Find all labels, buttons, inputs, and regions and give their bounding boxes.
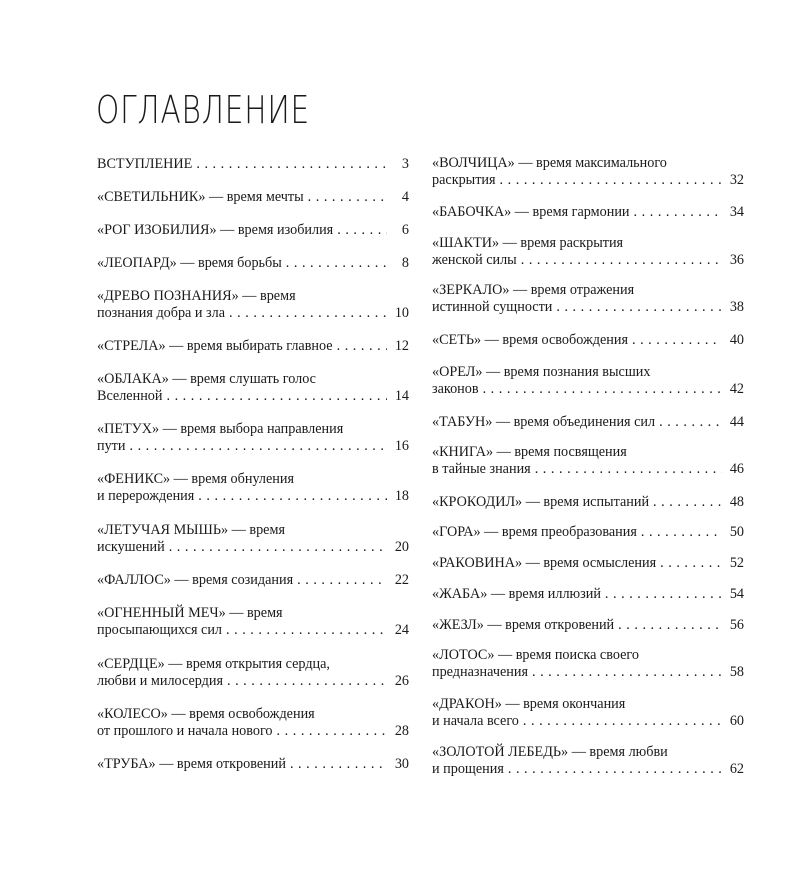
toc-entry <box>432 414 744 432</box>
page-number: 18 <box>394 488 409 504</box>
toc-entry <box>97 255 409 273</box>
toc-entry-last-line <box>432 713 744 731</box>
page-title: ОГЛАВЛЕНИЕ <box>96 88 311 132</box>
toc-entry <box>97 471 409 506</box>
dot-leader <box>641 524 722 542</box>
toc-entry-last-line <box>432 381 744 399</box>
toc-entry <box>432 696 744 731</box>
toc-entry <box>432 155 744 190</box>
toc-entry-text: «РАКОВИНА» — время осмысления <box>432 555 657 571</box>
dot-leader <box>532 664 722 682</box>
dot-leader <box>226 622 387 640</box>
toc-entry-last-line <box>432 586 744 604</box>
toc-entry <box>97 421 409 456</box>
page-number: 58 <box>729 664 744 680</box>
page-number: 34 <box>729 204 744 220</box>
toc-entry-text: «ВОЛЧИЦА» — время максимального <box>432 154 667 171</box>
toc-entry-text: «ЗЕРКАЛО» — время отражения <box>432 281 635 298</box>
toc-entry-text: «КРОКОДИЛ» — время испытаний <box>432 494 650 510</box>
toc-entry <box>432 332 744 350</box>
toc-entry-text: «ЛЕТУЧАЯ МЫШЬ» — время <box>97 521 285 538</box>
toc-entry <box>97 522 409 557</box>
page-number: 24 <box>394 622 409 638</box>
dot-leader <box>483 381 722 399</box>
toc-entry-text: от прошлого и начала нового <box>97 723 273 739</box>
toc-entry <box>432 204 744 222</box>
toc-entry-text: познания добра и зла <box>97 305 226 321</box>
page-number: 40 <box>729 332 744 348</box>
dot-leader <box>523 713 722 731</box>
dot-leader <box>535 461 722 479</box>
toc-entry-last-line <box>432 172 744 190</box>
toc-entry-last-line <box>97 572 409 590</box>
page-number: 54 <box>729 586 744 602</box>
toc-entry <box>432 524 744 542</box>
dot-leader <box>618 617 722 635</box>
toc-entry-last-line <box>97 673 409 691</box>
toc-entry <box>97 706 409 741</box>
toc-entry <box>432 586 744 604</box>
dot-leader <box>634 204 722 222</box>
dot-leader <box>556 299 722 317</box>
toc-entry <box>432 235 744 270</box>
page-number: 16 <box>394 438 409 454</box>
dot-leader <box>632 332 722 350</box>
toc-entry <box>97 572 409 590</box>
dot-leader <box>653 494 722 512</box>
dot-leader <box>196 156 387 174</box>
toc-entry-text: и прощения <box>432 761 504 777</box>
toc-entry-text: ВСТУПЛЕНИЕ <box>97 156 193 172</box>
toc-entry-text: «ДРЕВО ПОЗНАНИЯ» — время <box>97 287 296 304</box>
dot-leader <box>660 555 722 573</box>
toc-entry <box>97 288 409 323</box>
toc-entry-last-line <box>97 255 409 273</box>
toc-entry-last-line <box>432 664 744 682</box>
toc-entry <box>432 494 744 512</box>
toc-entry-text: «СВЕТИЛЬНИК» — время мечты <box>97 189 304 205</box>
toc-entry-text: «КОЛЕСО» — время освобождения <box>97 705 315 722</box>
toc-entry-text: раскрытия <box>432 172 496 188</box>
dot-leader <box>286 255 387 273</box>
toc-entry <box>97 656 409 691</box>
dot-leader <box>277 723 387 741</box>
toc-entry-last-line <box>97 438 409 456</box>
toc-entry-text: и перерождения <box>97 488 195 504</box>
dot-leader <box>521 252 722 270</box>
toc-entry <box>97 605 409 640</box>
toc-entry-text: «ДРАКОН» — время окончания <box>432 695 626 712</box>
toc-entry-text: истинной сущности <box>432 299 553 315</box>
toc-entry-last-line <box>97 222 409 240</box>
toc-entry-last-line <box>432 204 744 222</box>
toc-entry <box>97 371 409 406</box>
toc-entry-last-line <box>432 494 744 512</box>
toc-entry-text: «СЕТЬ» — время освобождения <box>432 332 628 348</box>
page-number: 22 <box>394 572 409 588</box>
dot-leader <box>297 572 387 590</box>
toc-entry-text: «ОГНЕННЫЙ МЕЧ» — время <box>97 604 283 621</box>
toc-entry-text: предназначения <box>432 664 528 680</box>
toc-entry-text: женской силы <box>432 252 517 268</box>
toc-entry <box>432 617 744 635</box>
page-number: 50 <box>729 524 744 540</box>
toc-entry <box>432 282 744 317</box>
toc-entry <box>432 744 744 779</box>
toc-entry-text: законов <box>432 381 479 397</box>
toc-entry-text: любви и милосердия <box>97 673 223 689</box>
toc-entry-text: в тайные знания <box>432 461 531 477</box>
toc-entry <box>97 338 409 356</box>
page-number: 62 <box>729 761 744 777</box>
dot-leader <box>169 539 387 557</box>
dot-leader <box>500 172 722 190</box>
dot-leader <box>337 222 387 240</box>
toc-entry-last-line <box>97 756 409 774</box>
page-number: 3 <box>401 156 409 172</box>
toc-entry-text: «СЕРДЦЕ» — время открытия сердца, <box>97 655 330 672</box>
page-number: 6 <box>401 222 409 238</box>
toc-entry-last-line <box>432 761 744 779</box>
toc-entry-last-line <box>97 305 409 323</box>
toc-entry-last-line <box>97 388 409 406</box>
toc-entry-last-line <box>97 189 409 207</box>
page-number: 44 <box>729 414 744 430</box>
dot-leader <box>166 388 387 406</box>
toc-entry-last-line <box>432 299 744 317</box>
dot-leader <box>227 673 387 691</box>
toc-entry-last-line <box>97 723 409 741</box>
toc-entry-last-line <box>97 338 409 356</box>
toc-entry-text: «ШАКТИ» — время раскрытия <box>432 234 624 251</box>
toc-entry-text: «ЖАБА» — время иллюзий <box>432 586 601 602</box>
page-number: 36 <box>729 252 744 268</box>
page-number: 14 <box>394 388 409 404</box>
toc-entry-text: «КНИГА» — время посвящения <box>432 443 627 460</box>
page-number: 26 <box>394 673 409 689</box>
toc-entry <box>432 555 744 573</box>
page-number: 30 <box>394 756 409 772</box>
toc-entry-text: «РОГ ИЗОБИЛИЯ» — время изобилия <box>97 222 334 238</box>
toc-entry-last-line <box>97 488 409 506</box>
toc-entry-last-line <box>432 332 744 350</box>
toc-entry-last-line <box>432 252 744 270</box>
toc-entry-text: «ЖЕЗЛ» — время откровений <box>432 617 615 633</box>
toc-entry-text: «БАБОЧКА» — время гармонии <box>432 204 630 220</box>
page-number: 46 <box>729 461 744 477</box>
dot-leader <box>659 414 722 432</box>
toc-entry-text: «СТРЕЛА» — время выбирать главное <box>97 338 333 354</box>
toc-entry-text: искушений <box>97 539 165 555</box>
toc-entry-text: «ФАЛЛОС» — время созидания <box>97 572 294 588</box>
toc-entry-text: «ЛЕОПАРД» — время борьбы <box>97 255 282 271</box>
toc-entry-last-line <box>432 617 744 635</box>
toc-entry-last-line <box>432 524 744 542</box>
toc-entry-text: «ПЕТУХ» — время выбора направления <box>97 420 344 437</box>
page-number: 52 <box>729 555 744 571</box>
page-number: 38 <box>729 299 744 315</box>
toc-entry <box>432 647 744 682</box>
dot-leader <box>308 189 387 207</box>
toc-entry-text: «ТАБУН» — время объединения сил <box>432 414 656 430</box>
toc-entry <box>432 364 744 399</box>
toc-entry-text: «ОРЕЛ» — время познания высших <box>432 363 651 380</box>
toc-entry-last-line <box>432 414 744 432</box>
toc-entry <box>97 756 409 774</box>
dot-leader <box>129 438 387 456</box>
dot-leader <box>290 756 387 774</box>
toc-entry-last-line <box>97 622 409 640</box>
page-number: 28 <box>394 723 409 739</box>
page-number: 8 <box>401 255 409 271</box>
toc-entry-text: и начала всего <box>432 713 519 729</box>
page-number: 42 <box>729 381 744 397</box>
toc-entry <box>97 222 409 240</box>
toc-entry-last-line <box>97 539 409 557</box>
toc-entry-last-line <box>432 555 744 573</box>
toc-entry <box>97 156 409 174</box>
toc-entry-text: «ФЕНИКС» — время обнуления <box>97 470 295 487</box>
dot-leader <box>337 338 387 356</box>
dot-leader <box>229 305 387 323</box>
dot-leader <box>508 761 722 779</box>
page-number: 32 <box>729 172 744 188</box>
toc-entry <box>97 189 409 207</box>
toc-entry-last-line <box>97 156 409 174</box>
toc-entry-text: Вселенной <box>97 388 163 404</box>
dot-leader <box>198 488 387 506</box>
toc-entry-last-line <box>432 461 744 479</box>
page-number: 10 <box>394 305 409 321</box>
page-number: 48 <box>729 494 744 510</box>
toc-entry-text: «ОБЛАКА» — время слушать голос <box>97 370 316 387</box>
dot-leader <box>605 586 722 604</box>
page-number: 4 <box>401 189 409 205</box>
page-number: 12 <box>394 338 409 354</box>
toc-entry-text: «ГОРА» — время преобразования <box>432 524 637 540</box>
toc-entry-text: «ЛОТОС» — время поиска своего <box>432 646 639 663</box>
toc-entry-text: «ТРУБА» — время откровений <box>97 756 286 772</box>
toc-entry-text: просыпающихся сил <box>97 622 222 638</box>
toc-entry-text: «ЗОЛОТОЙ ЛЕБЕДЬ» — время любви <box>432 743 668 760</box>
toc-entry <box>432 444 744 479</box>
page-number: 20 <box>394 539 409 555</box>
page-number: 60 <box>729 713 744 729</box>
toc-entry-text: пути <box>97 438 126 454</box>
page-number: 56 <box>729 617 744 633</box>
